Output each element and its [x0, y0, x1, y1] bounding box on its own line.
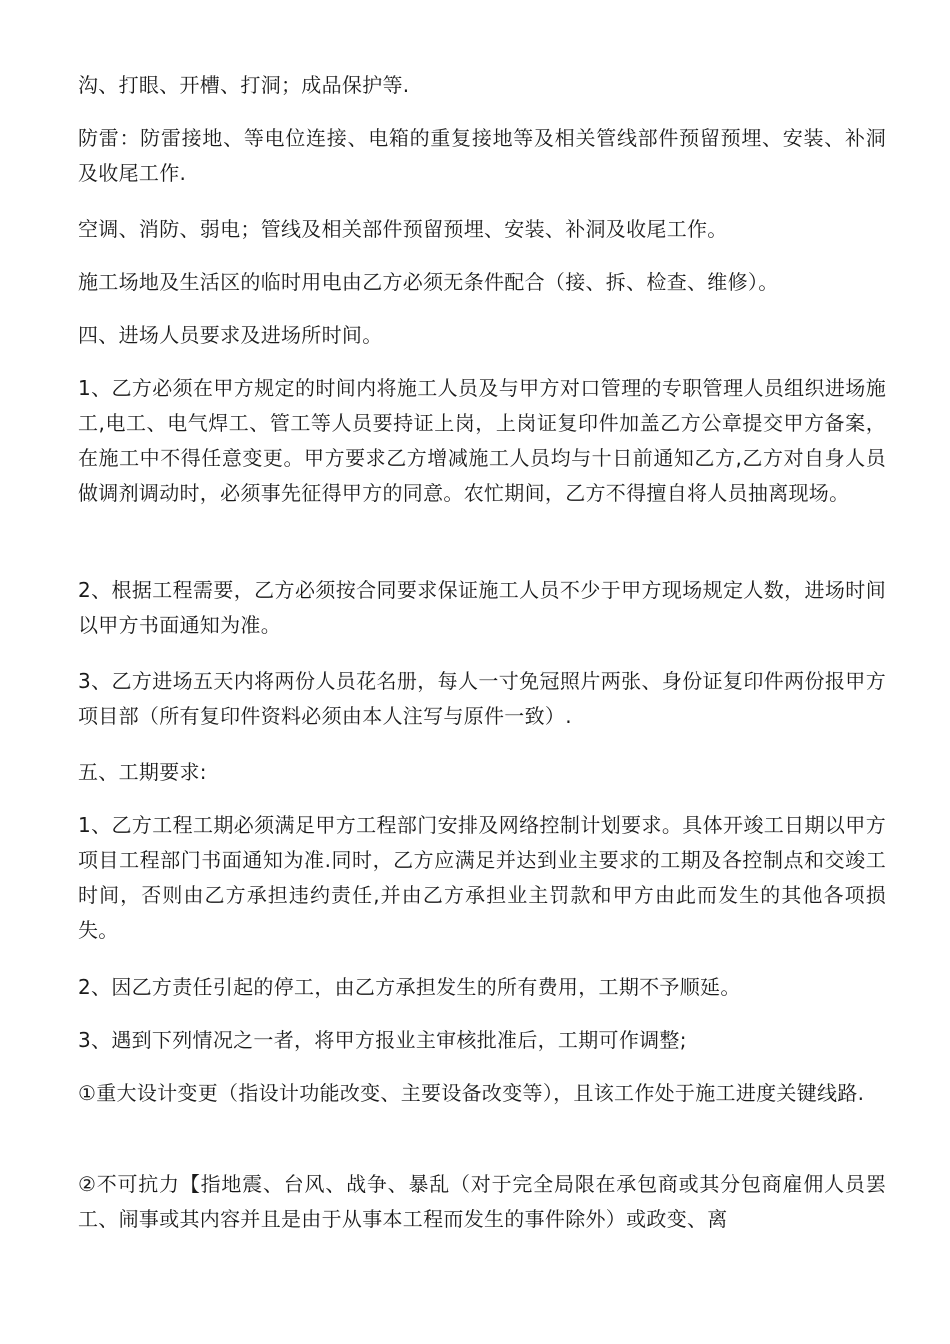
paragraph-2: 防雷：防雷接地、等电位连接、电箱的重复接地等及相关管线部件预留预埋、安装、补洞及收尾工作. — [78, 126, 886, 185]
paragraph-3: 空调、消防、弱电；管线及相关部件预留预埋、安装、补洞及收尾工作。 — [78, 217, 728, 241]
paragraph-12: ②不可抗力【指地震、台风、战争、暴乱（对于完全局限在承包商或其分包商雇佣人员罢工、闹事或其内容并且是由于从事本工程而发生的事件除外）或政变、离 — [78, 1172, 886, 1231]
paragraph-5: 1、乙方必须在甲方规定的时间内将施工人员及与甲方对口管理的专职管理人员组织进场施工,电工、电气焊工、管工等人员要持证上岗，上岗证复印件加盖乙方公章提交甲方备案，在施工中不得任意变更。甲方要求乙方增减施工人员均与十日前通知乙方,乙方对自身人员做调剂调动时，必须事先征得甲方的同意。农忙期间，乙方不得擅自将人员抽离现场。 — [78, 376, 886, 505]
paragraph-9: 2、因乙方责任引起的停工，由乙方承担发生的所有费用，工期不予顺延。 — [78, 975, 741, 999]
paragraph-7: 3、乙方进场五天内将两份人员花名册，每人一寸免冠照片两张、身份证复印件两份报甲方项目部（所有复印件资料必须由本人注写与原件一致）. — [78, 669, 886, 728]
section-heading-5: 五、工期要求: — [78, 760, 207, 784]
section-heading-4: 四、进场人员要求及进场所时间。 — [78, 323, 383, 347]
paragraph-11: ①重大设计变更（指设计功能改变、主要设备改变等），且该工作处于施工进度关键线路. — [78, 1081, 865, 1105]
paragraph-4: 施工场地及生活区的临时用电由乙方必须无条件配合（接、拆、检查、维修）。 — [78, 270, 779, 294]
paragraph-1: 沟、打眼、开槽、打洞；成品保护等. — [78, 73, 410, 97]
paragraph-10: 3、遇到下列情况之一者，将甲方报业主审核批准后，工期可作调整; — [78, 1028, 687, 1052]
paragraph-8: 1、乙方工程工期必须满足甲方工程部门安排及网络控制计划要求。具体开竣工日期以甲方项目工程部门书面通知为准.同时，乙方应满足并达到业主要求的工期及各控制点和交竣工时间，否则由乙方承担违约责任,并由乙方承担业主罚款和甲方由此而发生的其他各项损失。 — [78, 813, 886, 942]
paragraph-6: 2、根据工程需要，乙方必须按合同要求保证施工人员不少于甲方现场规定人数，进场时间以甲方书面通知为准。 — [78, 578, 886, 637]
